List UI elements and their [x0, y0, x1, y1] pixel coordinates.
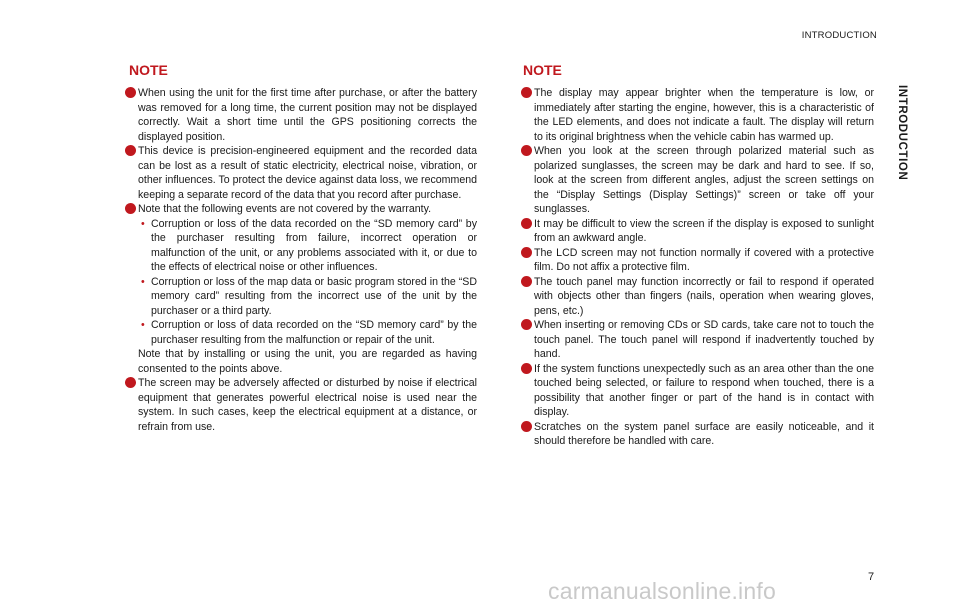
- page-number: 7: [868, 571, 875, 583]
- note-item-text: When inserting or removing CDs or SD cards, take care not to touch the touch panel. The touch panel will respond if inadvertently touched by hand.: [534, 319, 874, 360]
- warranty-exclusion-text: Corruption or loss of the map data or basic program stored in the “SD memory card” resulting from the incorrect use of the unit by the purchaser or a third party.: [151, 275, 477, 317]
- warranty-consent-note: Note that by installing or using the unit, you are regarded as having consented to the points above.: [138, 348, 477, 375]
- warranty-exclusion-item: [138, 217, 477, 275]
- note-item-warranty: [125, 202, 477, 376]
- warranty-exclusion-text: Corruption or loss of data recorded on the “SD memory card” by the purchaser resulting from the malfunction or repair of the unit.: [151, 319, 477, 346]
- note-title: NOTE: [129, 62, 168, 78]
- bullet-icon: [521, 87, 532, 98]
- warranty-exclusion-item: [138, 275, 477, 319]
- note-item-text: The touch panel may function incorrectly or fail to respond if operated with objects other than fingers (nails, operation when wearing gloves, pens, etc.): [534, 275, 874, 317]
- note-list: [125, 86, 477, 434]
- note-item-text: The screen may be adversely affected or disturbed by noise if electrical equipment that generates powerful electrical noise is used near the system. In such cases, keep the electrical equipment at a distance, or refrain from use.: [138, 377, 477, 433]
- right-note-column: [521, 62, 874, 449]
- bullet-icon: [125, 87, 136, 98]
- note-item-text: Scratches on the system panel surface are easily noticeable, and it should therefore be handled with care.: [534, 420, 874, 447]
- note-item-text: When you look at the screen through polarized material such as polarized sunglasses, the screen may be dark and hard to see. If so, look at the screen from different angles, adjust the screen settings on the “Display Settings (Display Settings)” screen or take off your sunglasses.: [534, 145, 874, 215]
- note-item-text: Note that the following events are not covered by the warranty.: [138, 203, 432, 215]
- bullet-icon: [125, 377, 136, 388]
- note-item: [521, 420, 874, 449]
- small-bullet-icon: •: [141, 275, 145, 288]
- left-note-column: [125, 62, 477, 434]
- note-item-text: When using the unit for the first time after purchase, or after the battery was removed for a long time, the current position may not be displayed correctly. Wait a short time until the GPS positioning corrects the displayed position.: [138, 87, 477, 143]
- warranty-exclusion-item: [138, 318, 477, 347]
- note-title: NOTE: [523, 62, 562, 78]
- bullet-icon: [521, 421, 532, 432]
- bullet-icon: [521, 145, 532, 156]
- note-item-text: The display may appear brighter when the temperature is low, or immediately after starting the engine, however, this is a characteristic of the LED elements, and does not indicate a fault. The display will return to its original brightness when the vehicle cabin has warmed up.: [534, 87, 874, 143]
- bullet-icon: [125, 145, 136, 156]
- warranty-exclusion-text: Corruption or loss of the data recorded on the “SD memory card” by the purchaser resulting from failure, incorrect operation or malfunction of the unit, or any problems associated with it, or due to the effects of electrical noise or other influences.: [151, 217, 477, 273]
- small-bullet-icon: •: [141, 319, 145, 331]
- note-item: [125, 144, 477, 202]
- note-item-text: This device is precision-engineered equipment and the recorded data can be lost as a result of static electricity, electrical noise, vibration, or other influences. To protect the device against data loss, we recommend keeping a separate record of the data that you record after purchase.: [138, 145, 477, 201]
- small-bullet-icon: •: [141, 217, 145, 230]
- running-header: INTRODUCTION: [801, 30, 877, 41]
- bullet-icon: [521, 218, 532, 229]
- watermark: carmanualsonline.info: [548, 578, 776, 604]
- note-item: [521, 86, 874, 144]
- note-item: [125, 376, 477, 434]
- bullet-icon: [521, 276, 532, 287]
- note-item-text: It may be difficult to view the screen if the display is exposed to sunlight from an awkward angle.: [534, 217, 874, 244]
- side-section-tab: INTRODUCTION: [896, 85, 908, 181]
- note-list: [521, 86, 874, 449]
- note-item-text: The LCD screen may not function normally if covered with a protective film. Do not affix a protective film.: [534, 246, 874, 273]
- bullet-icon: [521, 319, 532, 330]
- bullet-icon: [125, 203, 136, 214]
- note-item: [521, 246, 874, 275]
- bullet-icon: [521, 247, 532, 258]
- note-item: [521, 217, 874, 246]
- note-item: [125, 86, 477, 144]
- note-item: [521, 275, 874, 319]
- note-item: [521, 318, 874, 362]
- note-item: [521, 362, 874, 420]
- note-item-text: If the system functions unexpectedly such as an area other than the one touched being selected, or failure to respond when touched, there is a possibility that another finger or part of the hand is in contact with display.: [534, 362, 874, 418]
- warranty-exclusion-list: [138, 217, 477, 348]
- bullet-icon: [521, 363, 532, 374]
- note-item: [521, 144, 874, 217]
